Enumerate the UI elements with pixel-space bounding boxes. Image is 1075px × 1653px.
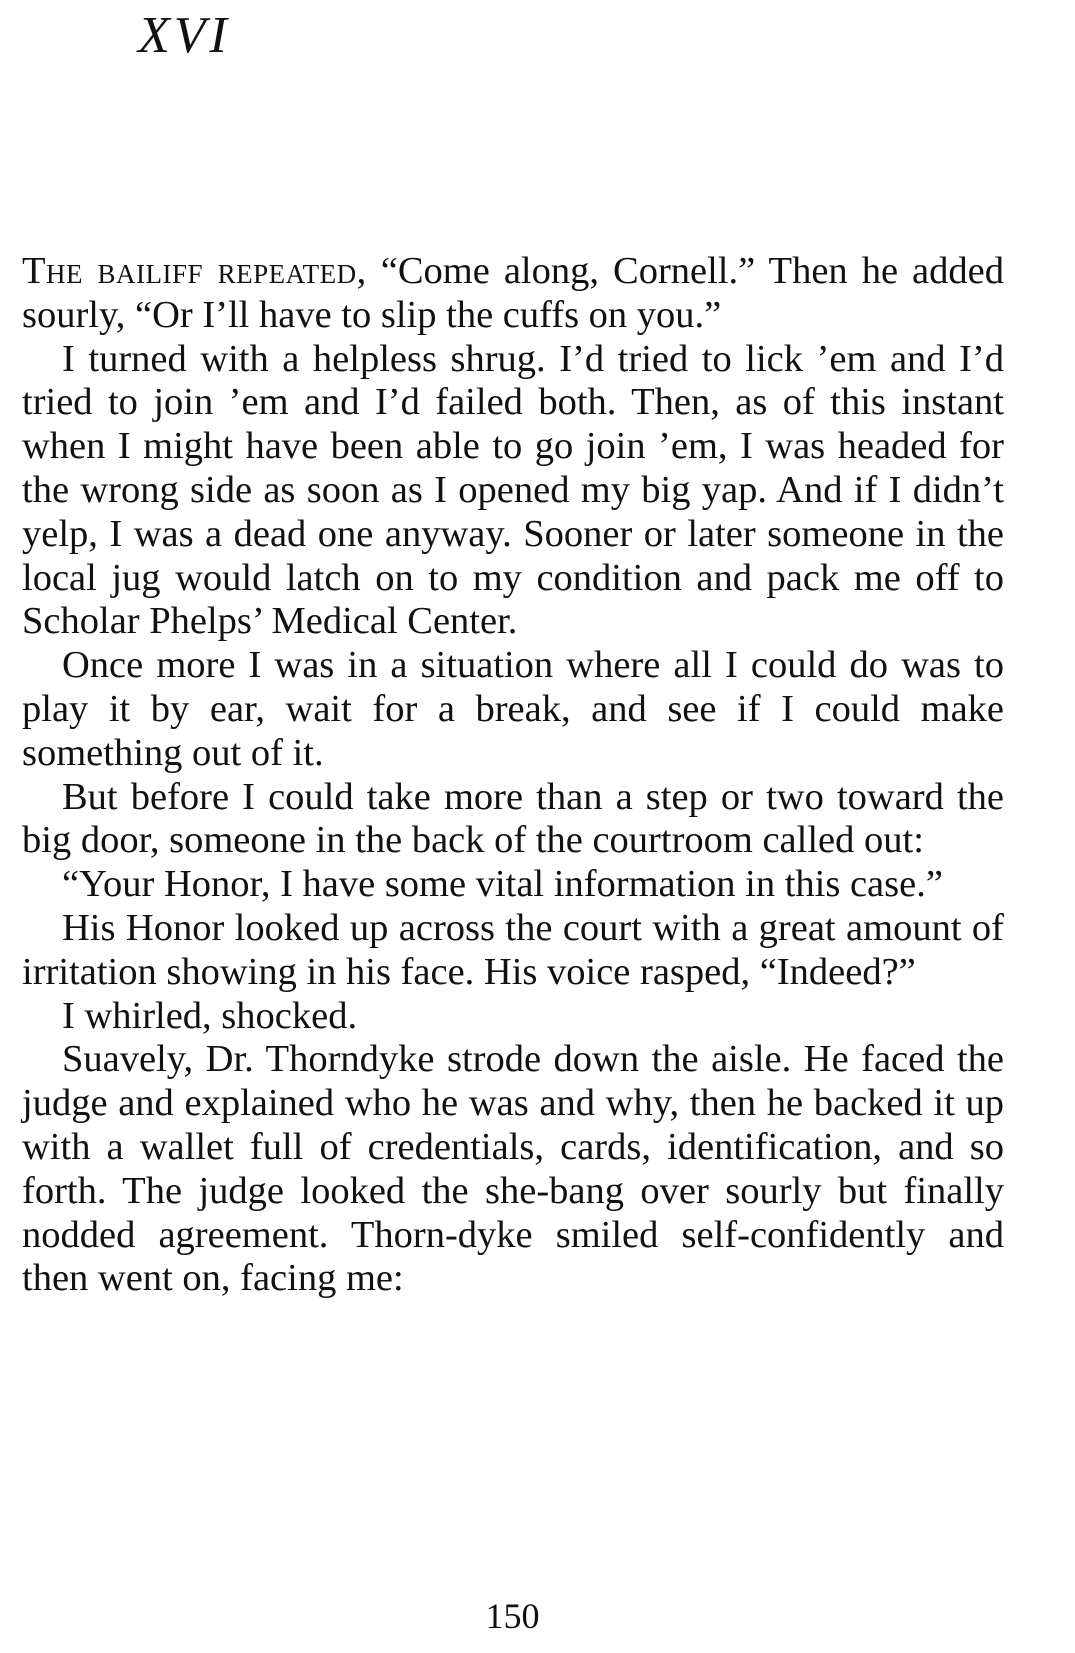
paragraph-1 xyxy=(22,250,1004,338)
paragraph-3: Once more I was in a situation where all I could do was to play it by ear, wait for a break, and see if I could make something out of it. xyxy=(22,644,1004,774)
paragraph-1-text: “Come along, Cornell.” Then he added sourly, “Or I’ll have to slip the cuffs on you.” xyxy=(22,250,1004,336)
paragraph-5: “Your Honor, I have some vital information in this case.” xyxy=(62,863,943,906)
page-number: 150 xyxy=(485,1596,540,1636)
paragraph-7: I whirled, shocked. xyxy=(62,994,358,1037)
paragraph-8: Suavely, Dr. Thorndyke strode down the aisle. He faced the judge and explained who he was and why, then he backed it up with a wallet full of credentials, cards, identification, and so forth. The judge looked the she-bang over sourly but finally nodded agreement. Thorn-dyke smiled self-confidently and then went on, facing me: xyxy=(22,1038,1004,1300)
paragraph-6: His Honor looked up across the court with a great amount of irritation showing in his face. His voice rasped, “Indeed?” xyxy=(22,906,1004,993)
body-text xyxy=(22,250,1004,1301)
smallcaps-lead: The bailiff repeated, xyxy=(22,250,367,292)
paragraph-2: I turned with a helpless shrug. I’d tried to lick ’em and I’d tried to join ’em and I’d failed both. Then, as of this instant when I might have been able to go join ’em, I was headed for the wrong side as soon as I opened my big yap. And if I didn’t yelp, I was a dead one anyway. Sooner or later someone in the local jug would latch on to my condition and pack me off to Scholar Phelps’ Medical Center. xyxy=(22,337,1004,643)
paragraph-4: But before I could take more than a step or two toward the big door, someone in the back of the courtroom called out: xyxy=(22,775,1004,862)
chapter-heading: XVI xyxy=(138,7,231,64)
